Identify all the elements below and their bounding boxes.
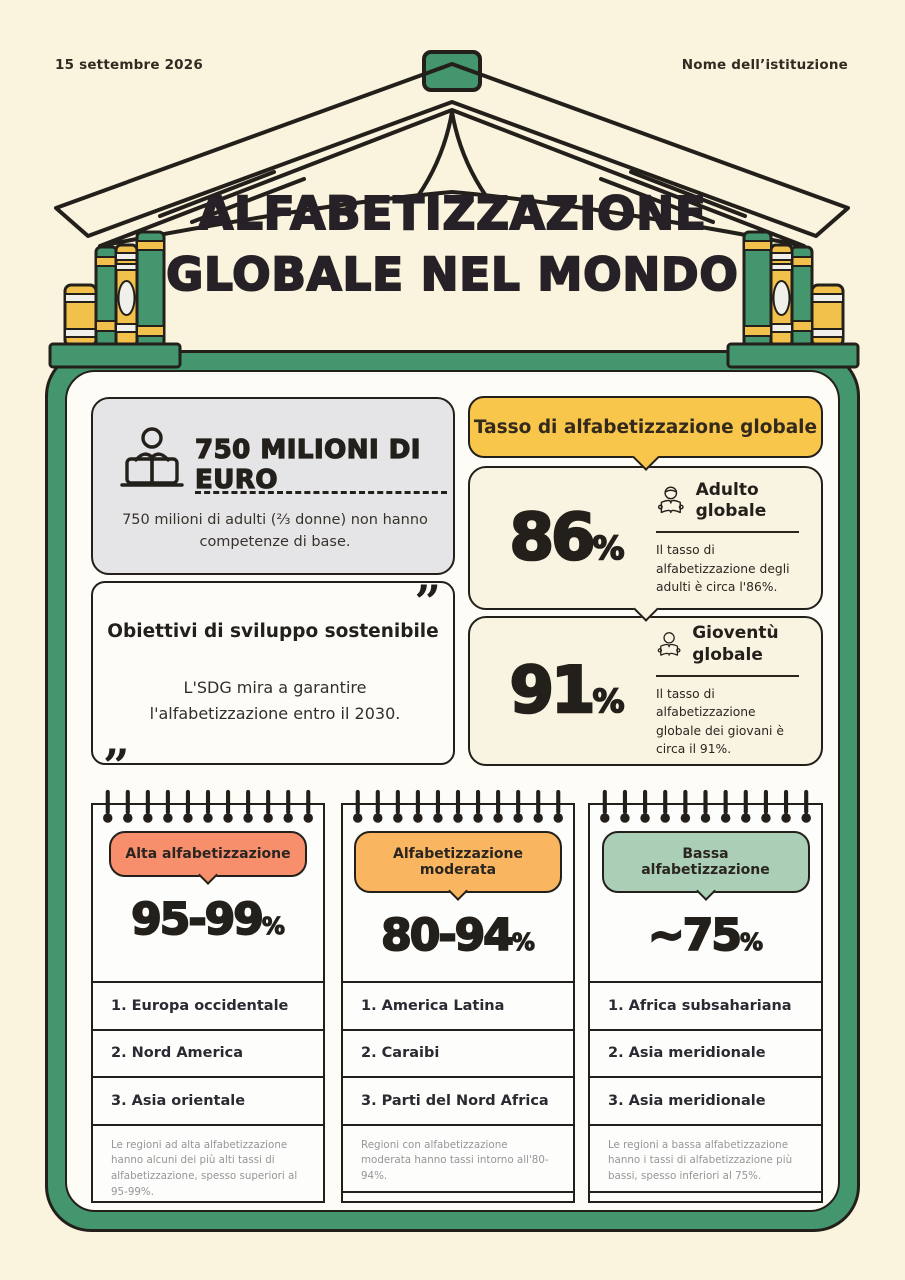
adult-rate-value: 86% xyxy=(509,501,625,575)
bookshelf-left-icon xyxy=(48,226,198,372)
main-frame xyxy=(45,350,860,1232)
card-header xyxy=(590,805,821,981)
youth-rate-value: 91% xyxy=(509,654,625,728)
category-note: Le regioni a bassa alfabetizzazione hanno i tassi di alfabetizzazione più bassi, spesso inferiori al 75%. xyxy=(590,1124,821,1192)
region-item: 2. Nord America xyxy=(93,1029,323,1077)
category-range: ~75% xyxy=(647,910,764,961)
category-label: Bassa alfabetizzazione xyxy=(602,831,810,893)
million-heading: 750 MILIONI DI EURO xyxy=(195,435,421,495)
dashed-divider xyxy=(195,491,447,494)
youth-label: Gioventù globale xyxy=(692,623,779,665)
adults-without-skills-card xyxy=(91,397,455,575)
category-card-high-literacy xyxy=(91,803,325,1203)
region-item: 1. America Latina xyxy=(343,981,573,1029)
title-line-2: GLOBALE NEL MONDO xyxy=(166,248,739,301)
category-card-moderate-literacy xyxy=(341,803,575,1203)
youth-reading-icon xyxy=(656,625,682,665)
quote-body: L'SDG mira a garantire l'alfabetizzazione entro il 2030. xyxy=(149,678,401,724)
spiral-binding-icon xyxy=(590,788,821,832)
quote-mark-icon: ” xyxy=(103,739,130,793)
institution-name-label: Nome dell’istituzione xyxy=(681,57,848,73)
region-item: 1. Europa occidentale xyxy=(93,981,323,1029)
sdg-quote-card xyxy=(91,575,455,793)
region-item: 3. Asia orientale xyxy=(93,1076,323,1124)
youth-literacy-card xyxy=(468,616,823,766)
category-range: 80-94% xyxy=(381,910,535,961)
date-label: 15 settembre 2026 xyxy=(55,57,203,73)
region-item: 3. Parti del Nord Africa xyxy=(343,1076,573,1124)
banner-label: Tasso di alfabetizzazione globale xyxy=(473,416,818,438)
category-note: Regioni con alfabetizzazione moderata hanno tassi intorno all'80-94%. xyxy=(343,1124,573,1192)
category-range: 95-99% xyxy=(131,894,285,945)
quote-mark-icon: ” xyxy=(414,575,441,629)
category-card-low-literacy xyxy=(588,803,823,1203)
card-footer-line xyxy=(590,1191,821,1201)
card-header xyxy=(93,805,323,981)
category-label: Alta alfabetizzazione xyxy=(109,831,306,877)
region-item: 2. Asia meridionale xyxy=(590,1029,821,1077)
card-footer-line xyxy=(343,1191,573,1201)
global-literacy-rate-banner xyxy=(468,396,823,458)
million-description: 750 milioni di adulti (⅔ donne) non hanno competenze di base. xyxy=(122,512,428,551)
divider xyxy=(656,675,799,677)
adult-description: Il tasso di alfabetizzazione degli adulti è circa l'86%. xyxy=(656,543,790,594)
youth-description: Il tasso di alfabetizzazione globale dei giovani è circa il 91%. xyxy=(656,686,784,757)
spiral-binding-icon xyxy=(343,788,573,832)
category-label: Alfabetizzazione moderata xyxy=(354,831,562,893)
spiral-binding-icon xyxy=(93,788,323,832)
adult-literacy-card xyxy=(468,466,823,610)
category-note: Le regioni ad alta alfabetizzazione hanno alcuni dei più alti tassi di alfabetizzazione, spesso superiori al 95-99%. xyxy=(93,1124,323,1202)
person-reading-book-icon xyxy=(119,427,185,489)
card-header xyxy=(343,805,573,981)
region-item: 3. Asia meridionale xyxy=(590,1076,821,1124)
quote-title: Obiettivi di sviluppo sostenibile xyxy=(107,621,439,642)
divider xyxy=(656,531,799,533)
bookshelf-right-icon xyxy=(710,226,860,372)
card-footer-line xyxy=(93,1201,323,1211)
adult-reading-icon xyxy=(656,481,686,521)
title-line-1: ALFABETIZZAZIONE xyxy=(198,187,707,240)
region-item: 2. Caraibi xyxy=(343,1029,573,1077)
adult-label: Adulto globale xyxy=(695,479,767,521)
region-item: 1. Africa subsahariana xyxy=(590,981,821,1029)
